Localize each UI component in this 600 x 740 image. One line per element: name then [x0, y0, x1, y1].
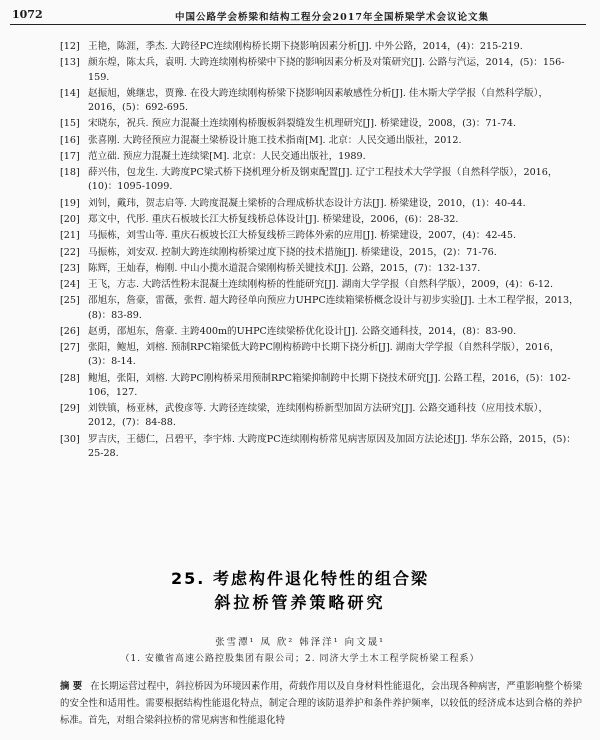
reference-item [0, 213, 600, 227]
reference-item [0, 40, 600, 54]
reference-text: 张喜刚. 大跨径预应力混凝土梁桥设计施工技术指南[M]. 北京：人民交通出版社，2012. [88, 134, 462, 146]
reference-text: 邵旭东，詹豪，雷薇，张哲. 超大跨径单向预应力UHPC连续箱梁桥概念设计与初步实验[J]. 土木工程学报，2013，(8)：83-89. [88, 295, 579, 321]
reference-text: 赵振旭，姚继忠，贾豫. 在役大跨连续刚构桥梁下挠影响因素敏感性分析[J]. 佳木斯大学学报（自然科学版），2016，(5)：692-695. [88, 87, 549, 113]
reference-item [0, 262, 600, 276]
reference-number: [20] [60, 213, 80, 225]
reference-text: 范立础. 预应力混凝土连续梁[M]. 北京：人民交通出版社，1989. [88, 150, 366, 162]
reference-number: [21] [60, 230, 80, 242]
page-header [0, 0, 600, 26]
journal-title: 中国公路学会桥梁和结构工程分会2017年全国桥梁学术会议论文集 [175, 12, 489, 23]
reference-item [0, 87, 600, 115]
header-rule [10, 24, 586, 25]
reference-item [0, 294, 600, 322]
reference-text: 赵勇，邵旭东，詹豪. 主跨400m的UHPC连续梁桥优化设计[J]. 公路交通科技，2014，(8)：83-90. [88, 325, 517, 337]
reference-item [0, 134, 600, 148]
reference-text: 马振栋，刘雪山等. 重庆石板坡长江大桥复线桥三跨体外索的应用[J]. 桥梁建设，2007，(4)：42-45. [88, 230, 517, 242]
reference-number: [22] [60, 246, 80, 258]
reference-number: [24] [60, 279, 80, 291]
reference-number: [18] [60, 167, 80, 179]
article-title-line2: 斜拉桥管养策略研究 [214, 593, 386, 612]
reference-text: 鲍旭，张阳，刘榕. 大跨PC刚构桥采用预制RPC箱梁抑制跨中长期下挠技术研究[J]. 公路工程，2016，(5)：102-106，127. [88, 372, 571, 398]
reference-text: 陈辉，王灿春，梅刚. 中山小揽水道混合梁刚构桥关键技术[J]. 公路，2015，(7)：132-137. [88, 262, 481, 274]
reference-number: [16] [60, 134, 80, 146]
page-number: 1072 [12, 8, 43, 21]
reference-text: 马振栋，刘安双. 控制大跨连续刚构桥梁过度下挠的技术措施[J]. 桥梁建设，2015，(2)：71-76. [88, 246, 497, 258]
abstract [60, 678, 582, 729]
reference-list [0, 40, 600, 463]
reference-number: [30] [60, 433, 80, 445]
abstract-label: 摘 要 [60, 681, 83, 692]
reference-text: 刘钊，戴玮，贺志启等. 大跨度混凝土梁桥的合理成桥状态设计方法[J]. 桥梁建设，2010，(1)：40-44. [88, 197, 526, 209]
reference-number: [17] [60, 150, 80, 162]
reference-item [0, 325, 600, 339]
reference-number: [29] [60, 403, 80, 415]
reference-text: 张阳，鲍旭，刘榕. 预制RPC箱梁低大跨PC刚构桥跨中长期下挠分析[J]. 湖南大学学报（自然科学版），2016，(3)：8-14. [88, 342, 560, 368]
reference-number: [15] [60, 118, 80, 130]
reference-item [0, 229, 600, 243]
reference-item [0, 166, 600, 194]
reference-item [0, 341, 600, 369]
reference-text: 刘铁镇，杨亚林，武俊彦等. 大跨径连续梁，连续刚构桥新型加固方法研究[J]. 公路交通科技（应用技术版），2012，(7)：84-88. [88, 403, 549, 429]
reference-number: [26] [60, 325, 80, 337]
reference-item [0, 402, 600, 430]
reference-text: 郑文中，代彤. 重庆石板坡长江大桥复线桥总体设计[J]. 桥梁建设，2006，(6)：28-32. [88, 213, 459, 225]
reference-text: 宋晓东，祝兵. 预应力混凝土连续刚构桥腹板斜裂缝发生机理研究[J]. 桥梁建设，2008，(3)：71-74. [88, 118, 517, 130]
reference-item [0, 56, 600, 84]
reference-number: [14] [60, 87, 80, 99]
reference-text: 颜东煌，陈太兵，袁明. 大跨连续刚构桥梁中下挠的影响因素分析及对策研究[J]. 公路与汽运，2014，(5)：156-159. [88, 57, 565, 83]
reference-item [0, 372, 600, 400]
reference-number: [25] [60, 295, 80, 307]
reference-item [0, 197, 600, 211]
reference-number: [27] [60, 342, 80, 354]
reference-number: [13] [60, 57, 80, 69]
article-title [0, 568, 600, 614]
reference-number: [19] [60, 197, 80, 209]
reference-number: [12] [60, 41, 80, 52]
reference-item [0, 278, 600, 292]
reference-text: 罗吉庆，王德仁，吕碧平，李宇炜. 大跨度PC连续刚构桥常见病害原因及加固方法论述[J]. 华东公路，2015，(5)：25-28. [88, 433, 576, 459]
reference-item [0, 433, 600, 461]
reference-number: [28] [60, 372, 80, 384]
reference-text: 王艳，陈涯，季杰. 大跨径PC连续刚构桥长期下挠影响因素分析[J]. 中外公路，2014，(4)：215-219. [88, 41, 523, 52]
abstract-text: 在长期运营过程中，斜拉桥因为环境因素作用，荷载作用以及自身材料性能退化，会出现各种病害，严重影响整个桥梁的安全性和适用性。需要根据结构性能退化特点，制定合理的该防退养护和条件养护频率，以较低的经济成本达到合格的养护标准。首先，对组合梁斜拉桥的常见病害和性能退化特 [60, 681, 582, 726]
article-authors: 张雪潭¹ 凤 欣² 韩泽洋¹ 向文晟¹ [215, 637, 385, 648]
article-affiliation: （1. 安徽省高速公路控股集团有限公司；2. 同济大学土木工程学院桥梁工程系） [120, 654, 480, 664]
reference-number: [23] [60, 262, 80, 274]
reference-item [0, 117, 600, 131]
reference-item [0, 246, 600, 260]
article-title-line1: 25. 考虑构件退化特性的组合梁 [171, 569, 429, 588]
reference-item [0, 150, 600, 164]
reference-text: 薛兴伟，包龙生. 大跨度PC梁式桥下挠机理分析及钢束配置[J]. 辽宁工程技术大学学报（自然科学版），2016，(10)：1095-1099. [88, 167, 558, 193]
reference-text: 王飞，方志. 大跨活性粉末混凝土连续刚构桥的性能研究[J]. 湖南大学学报（自然科学版），2009，(4)：6-12. [88, 279, 554, 291]
